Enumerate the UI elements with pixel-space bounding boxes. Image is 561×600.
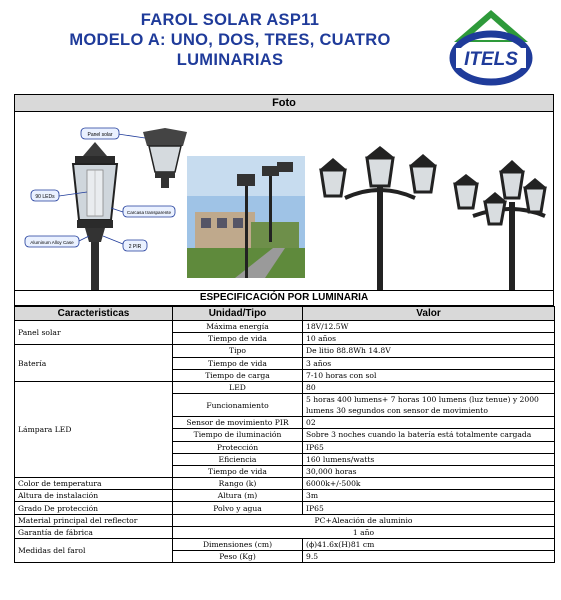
unit-cell: Tiempo de vida [173,465,303,477]
value-cell: IP65 [303,502,555,514]
header-caracteristicas: Caracteristicas [15,307,173,321]
logo-text: ITELS [464,49,518,70]
header-unidad: Unidad/Tipo [173,307,303,321]
value-cell: Sobre 3 noches cuando la batería está totalmente cargada [303,429,555,441]
table-row [15,345,555,357]
unit-cell: Tiempo de carga [173,369,303,381]
header-valor: Valor [303,307,555,321]
callout-carcasa: Carcasa transparente [126,210,172,215]
unit-cell: Tiempo de vida [173,357,303,369]
value-cell: 160 lumens/watts [303,453,555,465]
unit-cell: Máxima energía [173,321,303,333]
value-cell: 3m [303,490,555,502]
value-cell: IP65 [303,441,555,453]
single-lamp-photo [25,128,187,290]
unit-cell: Tiempo de iluminación [173,429,303,441]
table-row [15,514,555,526]
value-cell: 18V/12.5W [303,321,555,333]
unit-cell: Polvo y agua [173,502,303,514]
value-cell: 30,000 horas [303,465,555,477]
value-cell: 5 horas 400 lumens+ 7 horas 100 lumens (luz tenue) y 2000 lumens 30 segundos con sensor de movimiento [303,394,555,417]
table-row [15,381,555,393]
category-lampara-led: Lámpara LED [15,381,173,477]
four-lamp-photo [453,160,547,290]
unit-cell: Peso (Kg) [173,551,303,563]
category-altura: Altura de instalación [15,490,173,502]
category-panel-solar: Panel solar [15,321,173,345]
photo-strip [14,112,554,290]
street-scene-photo [187,156,305,278]
category-bateria: Batería [15,345,173,382]
callout-panel: Panel solar [87,132,113,138]
category-material: Material principal del reflector [15,514,173,526]
page-title [40,10,420,70]
table-row [15,502,555,514]
callout-aluminum: Aluminum Alloy Case [30,240,74,245]
lamp-photos [15,112,555,290]
value-cell: 3 años [303,357,555,369]
value-cell: 7-10 horas con sol [303,369,555,381]
table-row [15,321,555,333]
foto-label: Foto [14,94,554,112]
title-line-2: MODELO A: UNO, DOS, TRES, CUATRO [69,31,391,49]
value-cell: PC+Aleación de aluminio [173,514,555,526]
unit-cell: Eficiencia [173,453,303,465]
table-row [15,526,555,538]
unit-cell: Rango (k) [173,478,303,490]
three-lamp-photo [319,146,437,290]
unit-cell: Altura (m) [173,490,303,502]
unit-cell: Tipo [173,345,303,357]
callout-leds: 90 LEDs [35,194,55,200]
category-color-temperatura: Color de temperatura [15,478,173,490]
unit-cell: Tiempo de vida [173,333,303,345]
unit-cell: Sensor de movimiento PIR [173,417,303,429]
value-cell: (ϕ)41.6x(H)81 cm [303,539,555,551]
table-row [15,478,555,490]
table-header-row [15,307,555,321]
spec-label: ESPECIFICACIÓN POR LUMINARIA [14,290,554,306]
itels-logo [448,8,534,88]
table-row [15,539,555,551]
header [0,0,561,92]
value-cell: De litio 88.8Wh 14.8V [303,345,555,357]
callout-pir: 2 PIR [128,244,142,250]
value-cell: 6000k+/-500k [303,478,555,490]
category-grado-proteccion: Grado De protección [15,502,173,514]
unit-cell: Dimensiones (cm) [173,539,303,551]
value-cell: 9.5 [303,551,555,563]
value-cell: 10 años [303,333,555,345]
category-garantia: Garantía de fábrica [15,526,173,538]
value-cell: 02 [303,417,555,429]
table-row [15,490,555,502]
value-cell: 80 [303,381,555,393]
unit-cell: Protección [173,441,303,453]
unit-cell: LED [173,381,303,393]
category-medidas: Medidas del farol [15,539,173,563]
title-line-3: LUMINARIAS [176,51,284,69]
unit-cell: Funcionamiento [173,394,303,417]
value-cell: 1 año [173,526,555,538]
title-line-1: FAROL SOLAR ASP11 [140,11,320,29]
spec-table [14,306,555,563]
